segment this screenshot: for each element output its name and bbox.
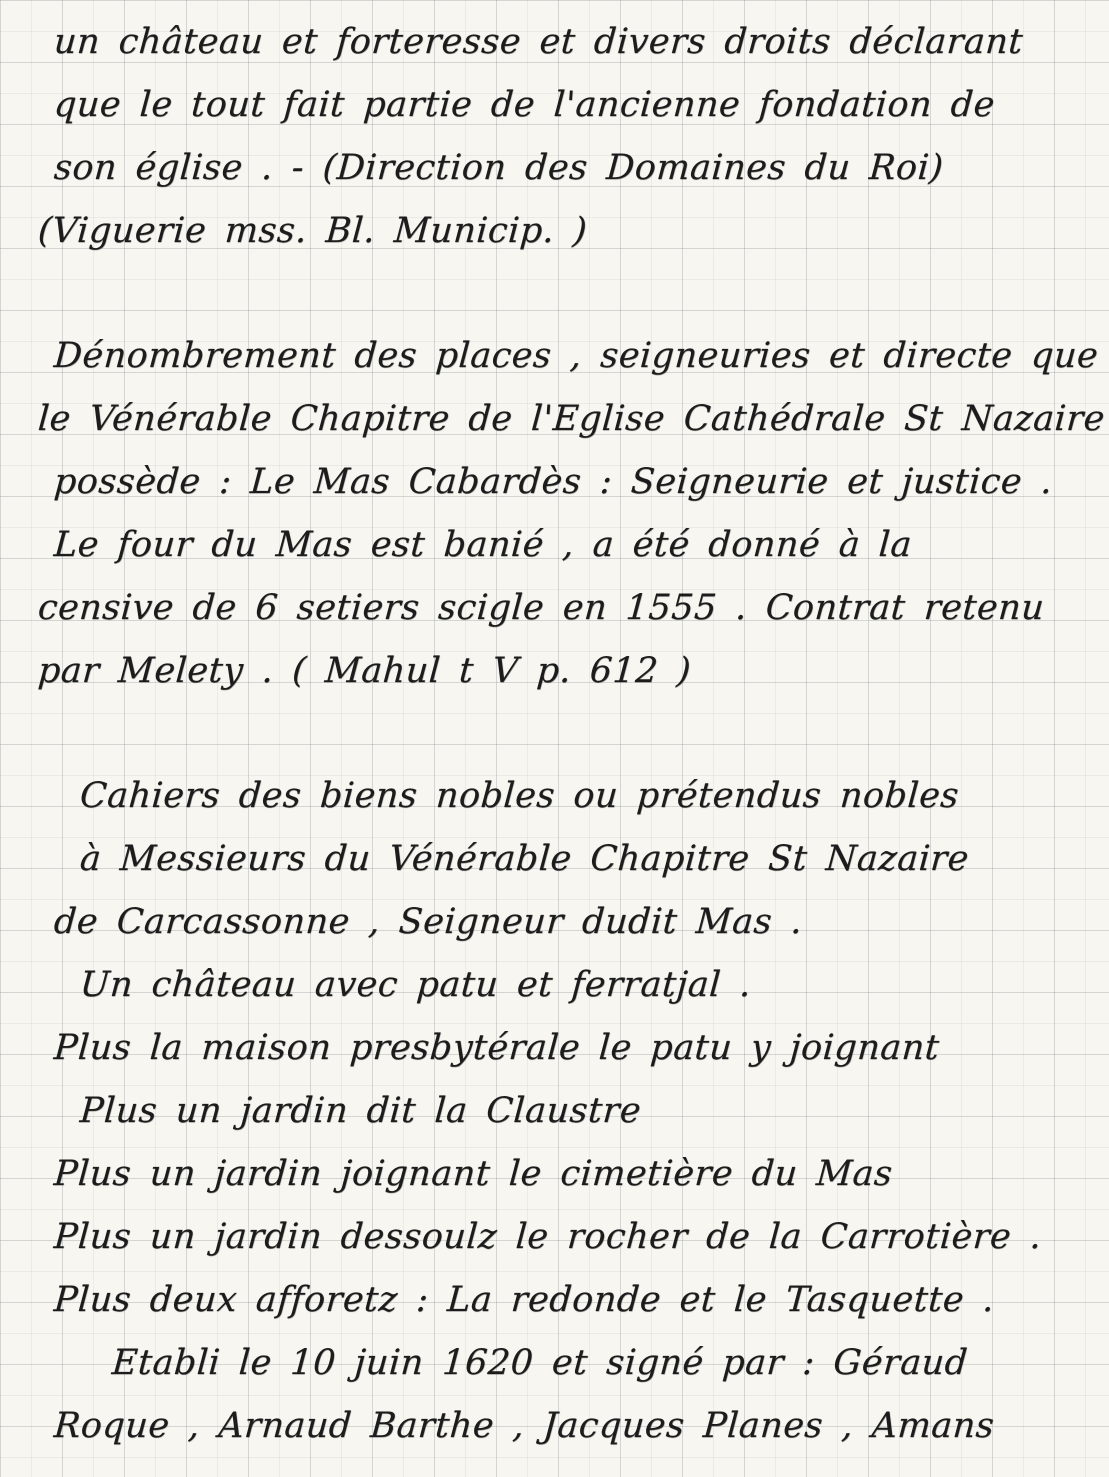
handwritten-line-text: par Melety . ( Mahul t V p. 612 ) [36,650,693,691]
handwritten-line [38,1142,1109,1205]
handwritten-line-text: Le four du Mas est banié , a été donné à la [52,524,914,565]
handwritten-line-text: son église . - (Direction des Domaines du Roi) [52,147,945,188]
handwritten-line [38,890,1109,953]
handwritten-line-text: Cahiers des biens nobles ou prétendus nobles [78,775,961,816]
handwritten-line [38,639,1109,702]
paragraph [38,324,1109,702]
handwritten-line-text: possède : Le Mas Cabardès : Seigneurie et justice . [52,461,1054,502]
handwritten-line [38,827,1109,890]
handwritten-line-text: le Vénérable Chapitre de l'Eglise Cathédrale St Nazaire [36,398,1107,439]
handwritten-line-text: Dénombrement des places , seigneuries et directe que [52,335,1100,376]
handwritten-line [38,513,1109,576]
handwritten-line [38,1268,1109,1331]
handwritten-line [38,576,1109,639]
handwritten-line [38,1079,1109,1142]
handwritten-line-text: Plus un jardin dit la Claustre [78,1090,643,1131]
handwritten-line [38,953,1109,1016]
handwritten-line-text: Etabli le 10 juin 1620 et signé par : Géraud [110,1342,970,1383]
handwritten-line [38,199,1109,262]
handwritten-line [38,324,1109,387]
paragraph [38,10,1109,262]
handwritten-line [38,764,1109,827]
handwritten-line-text: Plus deux afforetz : La redonde et le Tasquette . [52,1279,996,1320]
handwritten-line-text: Plus un jardin joignant le cimetière du Mas [52,1153,894,1194]
handwritten-line [38,1394,1109,1457]
handwritten-line-text: de Carcassonne , Seigneur dudit Mas . [52,901,804,942]
handwritten-line [38,10,1109,73]
handwritten-line-text: un château et forteresse et divers droits déclarant [52,21,1025,62]
handwritten-line [38,387,1109,450]
handwritten-text [38,10,1109,1457]
handwritten-line [38,1016,1109,1079]
handwritten-line-text: Roque , Arnaud Barthe , Jacques Planes , Amans [52,1405,996,1446]
handwritten-line [38,450,1109,513]
handwritten-line-text: Plus un jardin dessoulz le rocher de la Carrotière . [52,1216,1043,1257]
handwritten-line-text: à Messieurs du Vénérable Chapitre St Nazaire [78,838,971,879]
paragraph [38,764,1109,1457]
handwritten-line-text: Plus la maison presbytérale le patu y joignant [52,1027,941,1068]
handwritten-line-text: (Viguerie mss. Bl. Municip. ) [36,210,589,251]
handwritten-line-text: que le tout fait partie de l'ancienne fondation de [52,84,997,125]
handwritten-line [38,136,1109,199]
handwritten-line [38,1331,1109,1394]
handwritten-line [38,1205,1109,1268]
handwritten-line-text: Un château avec patu et ferratjal . [78,964,753,1005]
handwritten-line-text: censive de 6 setiers scigle en 1555 . Contrat retenu [36,587,1046,628]
handwritten-line [38,73,1109,136]
